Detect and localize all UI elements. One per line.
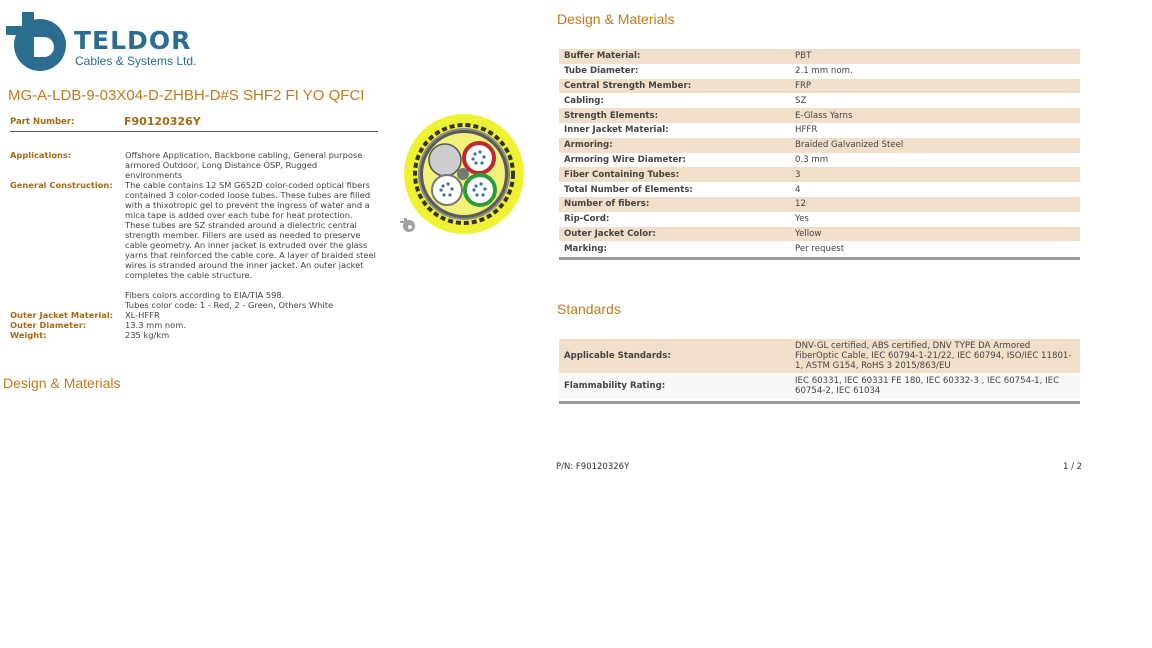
footer-page-number: 1 / 2 (1063, 462, 1083, 472)
table-divider (559, 401, 1080, 404)
spec-label: Outer Jacket Material: (10, 310, 114, 320)
logo-brand-text: TELDOR (74, 26, 192, 55)
part-number-value: F90120326Y (124, 115, 201, 128)
row-value: Yes (790, 212, 1080, 227)
spec-value: The cable contains 12 SM G652D color-coded optical fibers contained 3 color-coded loose tubes. These tubes are filled with a thixotropic gel to prevent the ingress of water and a mica tape is added over each tube for heat protection. These tubes are SZ stranded around a dielectric central strength member. Fillers are used as needed to preserve cable geometry. An inner jacket is extruded over the glass yarns that reinforced the cable core. A layer of braided steel wires is stranded around the inner jacket. An outer jacket completes the cable structure. Fibers colors according to EIA/TIA 598. Tubes color code: 1 - Red, 2 - Green, Others White (125, 180, 376, 310)
row-value: Yellow (790, 227, 1080, 242)
spec-row-applications (10, 150, 380, 180)
row-label: Armoring Wire Diameter: (559, 153, 790, 168)
row-value: 3 (790, 167, 1080, 182)
design-materials-table (559, 49, 1080, 256)
standards-table (559, 339, 1080, 399)
spec-label: Weight: (10, 330, 47, 340)
spec-value: 235 kg/km (125, 330, 170, 340)
spec-row-general-construction (10, 180, 380, 310)
row-value: SZ (790, 93, 1080, 108)
row-label: Buffer Material: (559, 49, 790, 64)
table-row (559, 64, 1080, 79)
table-row (559, 93, 1080, 108)
row-value: 4 (790, 182, 1080, 197)
standards-heading: Standards (557, 301, 621, 317)
document-title: MG-A-LDB-9-03X04-D-ZHBH-D#S SHF2 FI YO QFCI (8, 87, 365, 104)
spec-row-outer-jacket (10, 310, 380, 320)
row-value: Braided Galvanized Steel (790, 138, 1080, 153)
table-row (559, 241, 1080, 256)
spec-label: Outer Diameter: (10, 320, 87, 330)
row-label: Central Strength Member: (559, 79, 790, 94)
company-logo (4, 12, 204, 74)
spec-row-outer-diameter (10, 320, 380, 330)
spec-row-weight (10, 330, 380, 340)
row-value: 0.3 mm (790, 153, 1080, 168)
spec-label: Applications: (10, 150, 72, 160)
table-row (559, 167, 1080, 182)
row-label: Cabling: (559, 93, 790, 108)
part-number-row (10, 115, 378, 132)
spec-value: XL-HFFR (125, 310, 160, 320)
logo-subtitle-text: Cables & Systems Ltd. (75, 54, 197, 68)
spec-list (10, 150, 380, 340)
row-label: Number of fibers: (559, 197, 790, 212)
row-label: Inner Jacket Material: (559, 123, 790, 138)
teldor-logo-icon (4, 12, 70, 74)
table-row (559, 138, 1080, 153)
table-row (559, 212, 1080, 227)
design-materials-heading: Design & Materials (557, 11, 675, 27)
row-value: FRP (790, 79, 1080, 94)
table-row (559, 153, 1080, 168)
row-label: Total Number of Elements: (559, 182, 790, 197)
table-row (559, 108, 1080, 123)
row-label: Outer Jacket Color: (559, 227, 790, 242)
footer-part-number: P/N: F90120326Y (556, 462, 630, 472)
table-row (559, 373, 1080, 399)
table-row (559, 339, 1080, 373)
row-label: Strength Elements: (559, 108, 790, 123)
row-label: Armoring: (559, 138, 790, 153)
left-design-materials-heading: Design & Materials (3, 375, 121, 391)
row-label: Marking: (559, 241, 790, 256)
part-number-label: Part Number: (10, 117, 75, 127)
cable-cross-section-image (400, 112, 526, 236)
table-row (559, 49, 1080, 64)
row-value: HFFR (790, 123, 1080, 138)
spec-value: 13.3 mm nom. (125, 320, 186, 330)
table-row (559, 227, 1080, 242)
row-label: Fiber Containing Tubes: (559, 167, 790, 182)
row-value: PBT (790, 49, 1080, 64)
spec-label: General Construction: (10, 180, 113, 190)
row-value: E-Glass Yarns (790, 108, 1080, 123)
row-value: IEC 60331, IEC 60331 FE 180, IEC 60332-3 , IEC 60754-1, IEC 60754-2, IEC 61034 (790, 373, 1080, 399)
row-value: Per request (790, 241, 1080, 256)
row-label: Flammability Rating: (559, 373, 790, 399)
cable-cross-section (400, 112, 526, 236)
table-row (559, 123, 1080, 138)
small-logo-icon (400, 218, 416, 232)
table-divider (559, 257, 1080, 260)
row-value: 2.1 mm nom. (790, 64, 1080, 79)
table-row (559, 79, 1080, 94)
row-value: 12 (790, 197, 1080, 212)
row-label: Applicable Standards: (559, 339, 790, 373)
table-row (559, 182, 1080, 197)
row-label: Tube Diameter: (559, 64, 790, 79)
table-row (559, 197, 1080, 212)
row-label: Rip-Cord: (559, 212, 790, 227)
row-value: DNV-GL certified, ABS certified, DNV TYPE DA Armored FiberOptic Cable, IEC 60794-1-21/22, IEC 60794, ISO/IEC 11801-1, ASTM G154, RoHS 3 2015/863/EU (790, 339, 1080, 373)
spec-value: Offshore Application, Backbone cabling, General purpose armored Outdoor, Long Distance OSP, Rugged environments (125, 150, 363, 180)
